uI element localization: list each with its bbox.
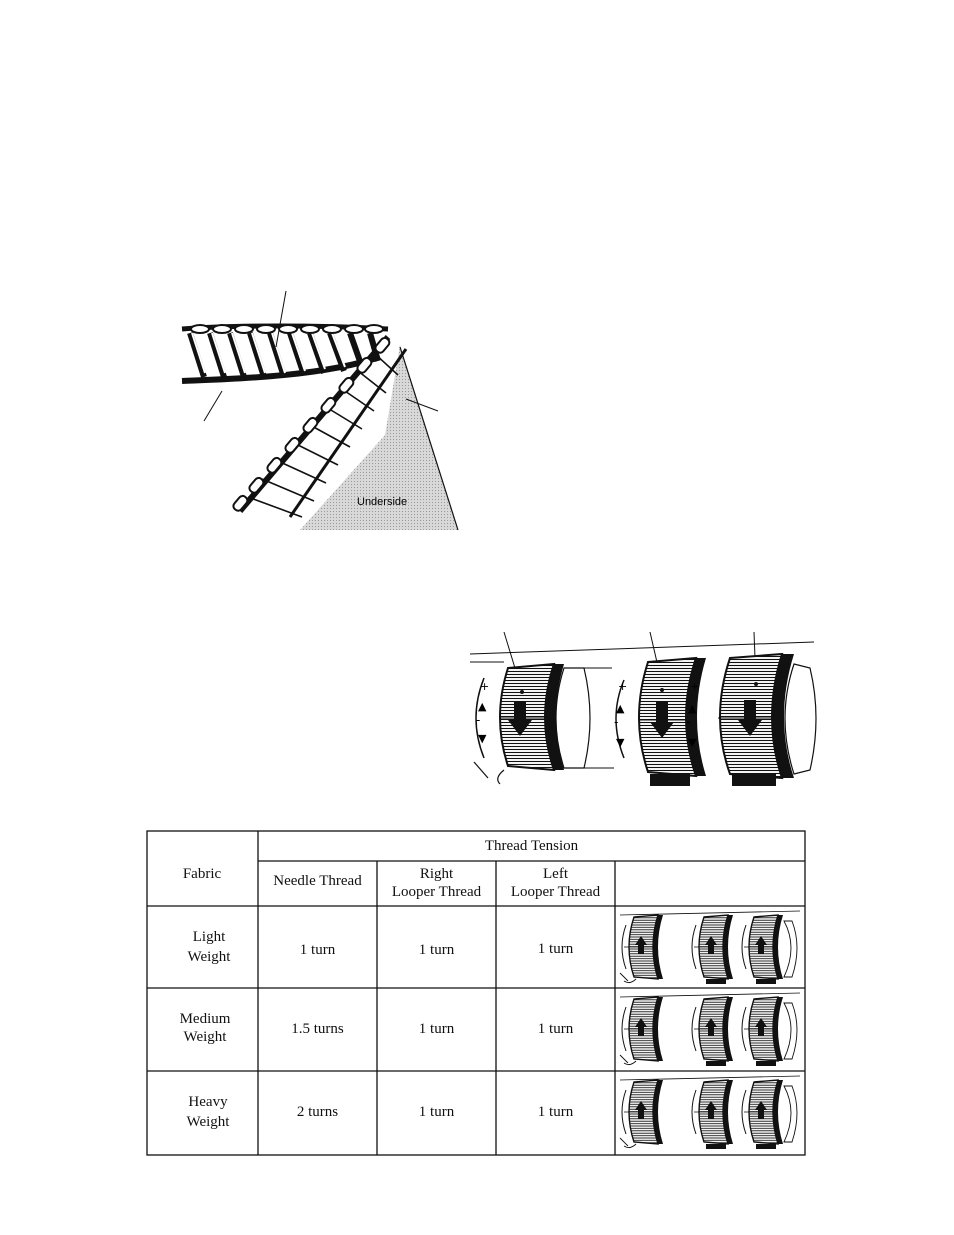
svg-text:▼: ▼ — [616, 736, 625, 749]
header-fabric: Fabric — [182, 866, 222, 882]
leader-line-top — [276, 291, 286, 347]
row-light-left-looper: 1 turn — [537, 941, 574, 957]
row-light-fabric — [146, 928, 272, 966]
mini-dial — [742, 1080, 783, 1149]
mini-dial — [692, 1080, 733, 1149]
tension-dials-illustration — [464, 628, 824, 790]
tension-dial-3 — [686, 654, 816, 786]
header-left-looper-line2: Looper Thread — [510, 884, 601, 900]
row-medium-left-looper: 1 turn — [537, 1021, 574, 1037]
tension-dial-2 — [614, 658, 706, 786]
thread-tension-table — [146, 830, 806, 1156]
row-medium-dials-image — [616, 989, 804, 1070]
row-heavy-fabric-line1: Heavy — [188, 1094, 228, 1110]
svg-text:▲: ▲ — [688, 702, 697, 715]
underside-label: Underside — [357, 496, 408, 508]
stitch-diagram — [170, 285, 470, 540]
row-heavy-right-looper: 1 turn — [418, 1104, 455, 1120]
row-heavy-needle: 2 turns — [296, 1104, 339, 1120]
svg-text:-: - — [614, 715, 619, 729]
header-left-looper-line1: Left — [543, 866, 568, 882]
svg-text:▲: ▲ — [616, 702, 625, 715]
row-heavy-fabric — [146, 1093, 270, 1131]
header-right-looper — [377, 865, 496, 901]
header-left-looper — [496, 865, 615, 901]
svg-text:+: + — [618, 680, 628, 693]
svg-text:-: - — [476, 713, 481, 727]
svg-text:▲: ▲ — [478, 700, 487, 713]
row-heavy-dials-image — [616, 1072, 804, 1154]
mini-dial — [692, 915, 733, 984]
leader-line-left — [204, 391, 222, 421]
mini-dial — [622, 1080, 663, 1144]
row-medium-needle: 1.5 turns — [291, 1021, 344, 1037]
svg-text:▼: ▼ — [478, 732, 487, 745]
mini-dial — [742, 997, 783, 1066]
mini-dial — [622, 997, 663, 1061]
svg-text:+: + — [690, 680, 700, 693]
row-light-right-looper: 1 turn — [418, 942, 455, 958]
row-medium-fabric-line2: Weight — [183, 1029, 227, 1045]
svg-text:-: - — [686, 715, 691, 729]
row-light-dials-image — [616, 907, 804, 987]
row-light-needle: 1 turn — [299, 942, 336, 958]
svg-text:+: + — [480, 680, 490, 693]
row-medium-fabric — [146, 1010, 264, 1046]
header-right-looper-line2: Looper Thread — [391, 884, 482, 900]
mini-dial — [742, 915, 783, 984]
row-light-fabric-line1: Light — [192, 929, 226, 945]
tension-dial-1 — [474, 664, 590, 784]
header-right-looper-line1: Right — [419, 866, 454, 882]
row-medium-right-looper: 1 turn — [418, 1021, 455, 1037]
mini-dial — [692, 997, 733, 1066]
header-needle-thread: Needle Thread — [273, 873, 362, 889]
row-medium-fabric-line1: Medium — [179, 1011, 231, 1027]
header-thread-tension: Thread Tension — [484, 838, 579, 854]
row-heavy-fabric-line2: Weight — [186, 1114, 230, 1130]
row-heavy-left-looper: 1 turn — [537, 1104, 574, 1120]
svg-text:▼: ▼ — [688, 736, 697, 749]
row-light-fabric-line2: Weight — [187, 949, 231, 965]
mini-dial — [622, 915, 663, 979]
